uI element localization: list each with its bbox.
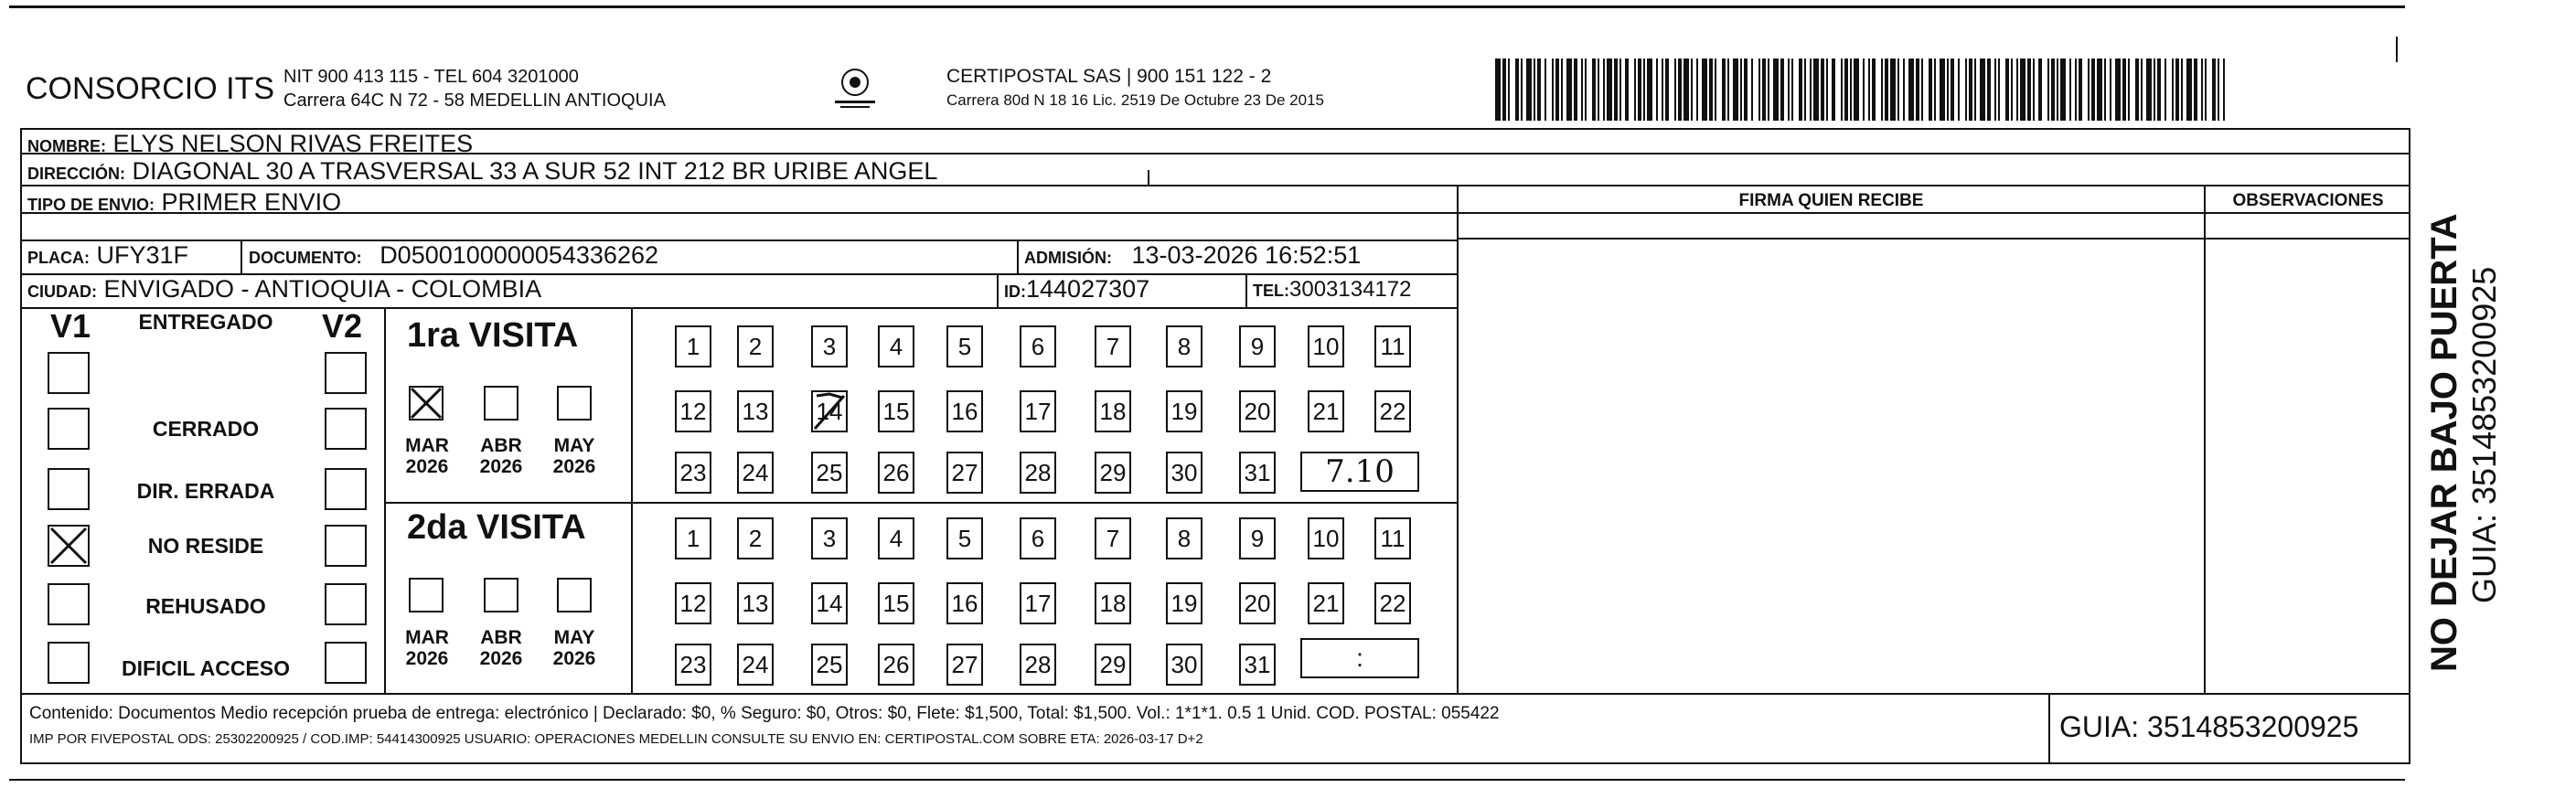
second-visit-day-14[interactable]: 14 [811,582,848,624]
company-nit: NIT 900 413 115 - TEL 604 3201000 [283,67,579,87]
obs-left-divider [2204,185,2206,693]
second-visit-day-28[interactable]: 28 [1020,644,1056,686]
second-visit-day-8[interactable]: 8 [1166,517,1202,559]
first-visit-day-13[interactable]: 13 [737,390,774,432]
second-month-label-may [547,627,602,669]
firma-header: FIRMA QUIEN RECIBE [1738,191,1924,210]
placa-label: PLACA: [27,249,90,267]
first-visit-day-7[interactable]: 7 [1095,325,1131,367]
second-visit-day-1[interactable]: 1 [675,517,711,559]
second-visit-day-10[interactable]: 10 [1308,517,1344,559]
second-visit-time-box[interactable]: : [1300,638,1419,678]
v2-checkbox-dificil-acceso[interactable] [325,642,367,684]
first-visit-day-20[interactable]: 20 [1239,390,1276,432]
first-visit-day-8[interactable]: 8 [1166,325,1202,367]
footer-contents: Contenido: Documentos Medio recepción prueba de entrega: electrónico | Declarado: $0, % Seguro: $0, Otros: $0, Flete: $1,500, Total: $1,500. Vol.: 1*1*1. 0.5 1 Unid. COD. POSTAL: 055422 [29,704,1500,723]
second-visit-day-15[interactable]: 15 [878,582,914,624]
placa-row [27,241,188,270]
second-visit-day-27[interactable]: 27 [946,644,983,686]
direccion-value: DIAGONAL 30 A TRASVERSAL 33 A SUR 52 INT 212 BR URIBE ANGEL [132,157,938,185]
v1-checkbox-cerrado[interactable] [48,408,90,450]
carrier-name: CERTIPOSTAL SAS | 900 151 122 - 2 [946,66,1272,87]
first-visit-day-5[interactable]: 5 [946,325,983,367]
first-visit-day-17[interactable]: 17 [1020,390,1056,432]
nombre-label: NOMBRE: [27,137,106,155]
second-visit-day-4[interactable]: 4 [878,517,914,559]
first-month-label-abr [474,435,529,477]
nombre-value: ELYS NELSON RIVAS FREITES [112,130,474,157]
carrier-address: Carrera 80d N 18 16 Lic. 2519 De Octubre 23 De 2015 [946,91,1324,109]
v1-checkbox-rehusado[interactable] [48,583,90,625]
second-visit-day-6[interactable]: 6 [1020,517,1056,559]
top-border [9,5,2405,8]
visit-separator [384,502,1457,504]
tel-value: 3003134172 [1289,277,1412,302]
direccion-label: DIRECCIÓN: [27,165,125,183]
placa-value: UFY31F [96,241,189,269]
footer-guia: GUIA: 3514853200925 [2059,710,2359,743]
tel-label: TEL: [1253,282,1289,300]
bottom-border [9,779,2405,781]
second-visit-day-30[interactable]: 30 [1166,644,1202,686]
month-year: 2026 [405,456,449,477]
status-label-dificil-acceso: DIFICIL ACCESO [121,656,290,680]
observaciones-header: OBSERVACIONES [2232,191,2384,210]
v1-label: V1 [50,307,91,345]
second-visit-day-2[interactable]: 2 [737,517,774,559]
first-visit-day-2[interactable]: 2 [737,325,774,367]
first-visit-day-1[interactable]: 1 [675,325,711,367]
first-visit-day-9[interactable]: 9 [1239,325,1276,367]
documento-row [249,241,658,270]
firma-left-divider [1457,185,1459,693]
status-label-rehusado: REHUSADO [145,594,266,618]
month-name: MAR [405,435,449,456]
first-visit-day-29[interactable]: 29 [1095,452,1131,494]
second-visit-day-29[interactable]: 29 [1095,644,1131,686]
first-visit-day-11[interactable]: 11 [1374,325,1411,367]
first-visit-day-15[interactable]: 15 [878,390,914,432]
side-warning: NO DEJAR BAJO PUERTA [2424,213,2464,672]
handwritten-strike-icon [811,390,848,432]
first-visit-day-22[interactable]: 22 [1374,390,1411,432]
month-name: ABR [480,435,522,456]
cell-divider [1245,273,1247,307]
month-year: 2026 [552,648,596,669]
documento-value: D0500100000054336262 [379,241,658,269]
second-visit-title: 2da VISITA [407,508,586,547]
side-guia: GUIA: 3514853200925 [2465,266,2503,603]
row-divider [20,307,1459,309]
status-divider [384,307,386,693]
v2-checkbox-rehusado[interactable] [325,583,367,625]
tipo-row [27,188,341,217]
cell-divider [1017,240,1019,273]
month-year: 2026 [552,456,596,477]
second-visit-month-mar[interactable] [409,578,444,612]
second-visit-day-11[interactable]: 11 [1374,517,1411,559]
v2-checkbox-entregado[interactable] [325,352,367,394]
status-label-dir-errada: DIR. ERRADA [136,479,275,503]
first-visit-day-6[interactable]: 6 [1020,325,1056,367]
first-visit-day-30[interactable]: 30 [1166,452,1202,494]
visit-divider [631,307,633,693]
second-visit-day-20[interactable]: 20 [1239,582,1276,624]
month-name: MAR [405,627,449,648]
direccion-row [27,157,937,186]
month-name: ABR [480,627,522,648]
second-visit-day-5[interactable]: 5 [946,517,983,559]
addr-tick [1148,170,1149,185]
first-visit-day-14[interactable]: 14 [811,390,848,432]
first-visit-month-mar[interactable] [409,386,444,421]
second-month-label-abr [474,627,529,669]
tel-row [1253,277,1411,303]
second-visit-day-17[interactable]: 17 [1020,582,1056,624]
first-visit-time-box[interactable]: 7.10 [1300,452,1419,492]
first-month-label-mar [400,435,454,477]
second-month-label-mar [400,627,454,669]
month-year: 2026 [479,456,523,477]
first-visit-month-abr[interactable] [484,386,518,421]
company-address: Carrera 64C N 72 - 58 MEDELLIN ANTIOQUIA [283,91,666,111]
ciudad-row [27,275,541,303]
tipo-value: PRIMER ENVIO [161,188,342,216]
first-visit-day-21[interactable]: 21 [1308,390,1344,432]
v2-label: V2 [322,307,363,345]
v1-checkbox-entregado[interactable] [48,352,90,394]
first-visit-day-25[interactable]: 25 [811,452,848,494]
first-month-label-may [547,435,602,477]
id-value: 144027307 [1026,275,1150,303]
first-visit-day-31[interactable]: 31 [1239,452,1276,494]
form-border [20,128,2410,764]
first-visit-day-19[interactable]: 19 [1166,390,1202,432]
second-visit-day-19[interactable]: 19 [1166,582,1202,624]
second-visit-day-16[interactable]: 16 [946,582,983,624]
second-visit-day-13[interactable]: 13 [737,582,774,624]
month-name: MAY [553,627,595,648]
footer-top-line [20,693,2410,695]
ciudad-value: ENVIGADO - ANTIOQUIA - COLOMBIA [103,275,542,303]
second-visit-day-26[interactable]: 26 [878,644,914,686]
second-visit-day-31[interactable]: 31 [1239,644,1276,686]
second-visit-day-22[interactable]: 22 [1374,582,1411,624]
row-divider [20,212,2410,214]
second-visit-day-18[interactable]: 18 [1095,582,1131,624]
status-label-cerrado: CERRADO [152,417,260,441]
status-label-entregado: ENTREGADO [138,310,273,334]
cell-divider [240,240,242,273]
certipostal-logo [828,64,882,112]
second-visit-day-12[interactable]: 12 [675,582,711,624]
v2-checkbox-cerrado[interactable] [325,408,367,450]
footer-divider [2048,693,2050,764]
first-visit-day-16[interactable]: 16 [946,390,983,432]
status-label-no-reside: NO RESIDE [147,534,264,558]
documento-label: DOCUMENTO: [249,249,362,267]
tipo-label: TIPO DE ENVIO: [27,196,155,214]
barcode [1495,59,2227,121]
second-visit-day-9[interactable]: 9 [1239,517,1276,559]
v2-checkbox-no-reside[interactable] [325,525,367,567]
second-visit-day-7[interactable]: 7 [1095,517,1131,559]
first-visit-day-28[interactable]: 28 [1020,452,1056,494]
second-visit-day-24[interactable]: 24 [737,644,774,686]
second-visit-day-3[interactable]: 3 [811,517,848,559]
month-name: MAY [553,435,595,456]
handwritten-x-mark-icon [411,388,442,419]
first-visit-day-24[interactable]: 24 [737,452,774,494]
ciudad-label: CIUDAD: [27,282,97,301]
v1-checkbox-dir-errada[interactable] [48,468,90,510]
first-visit-day-18[interactable]: 18 [1095,390,1131,432]
first-visit-day-27[interactable]: 27 [946,452,983,494]
first-visit-day-3[interactable]: 3 [811,325,848,367]
corner-mark [2396,37,2398,62]
company-name: CONSORCIO ITS [26,71,275,106]
first-visit-day-10[interactable]: 10 [1308,325,1344,367]
id-row [1004,275,1149,303]
cell-divider [997,273,999,307]
month-year: 2026 [405,648,449,669]
handwritten-x-mark-icon [49,527,88,565]
row-divider [20,240,1459,241]
v1-checkbox-dificil-acceso[interactable] [48,642,90,684]
firma-header-bottom [1457,238,2410,240]
first-visit-day-23[interactable]: 23 [675,452,711,494]
second-visit-month-may[interactable] [557,578,592,612]
month-year: 2026 [479,648,523,669]
second-visit-month-abr[interactable] [484,578,518,612]
first-visit-day-12[interactable]: 12 [675,390,711,432]
nombre-row [27,130,473,158]
first-visit-title: 1ra VISITA [407,316,579,355]
admision-row [1024,241,1361,270]
second-visit-day-21[interactable]: 21 [1308,582,1344,624]
first-visit-day-26[interactable]: 26 [878,452,914,494]
first-visit-day-4[interactable]: 4 [878,325,914,367]
second-visit-day-23[interactable]: 23 [675,644,711,686]
v2-checkbox-dir-errada[interactable] [325,468,367,510]
id-label: ID: [1004,282,1026,301]
admision-label: ADMISIÓN: [1024,249,1112,267]
v1-checkbox-no-reside[interactable] [48,525,90,567]
footer-print-info: IMP POR FIVEPOSTAL ODS: 25302200925 / COD.IMP: 54414300925 USUARIO: OPERACIONES MEDELLIN CONSULTE SU ENVIO EN: CERTIPOSTAL.COM SOBRE ETA: 2026-03-17 D+2 [29,731,1203,747]
second-visit-day-25[interactable]: 25 [811,644,848,686]
admision-value: 13-03-2026 16:52:51 [1131,241,1362,269]
first-visit-month-may[interactable] [557,386,592,421]
